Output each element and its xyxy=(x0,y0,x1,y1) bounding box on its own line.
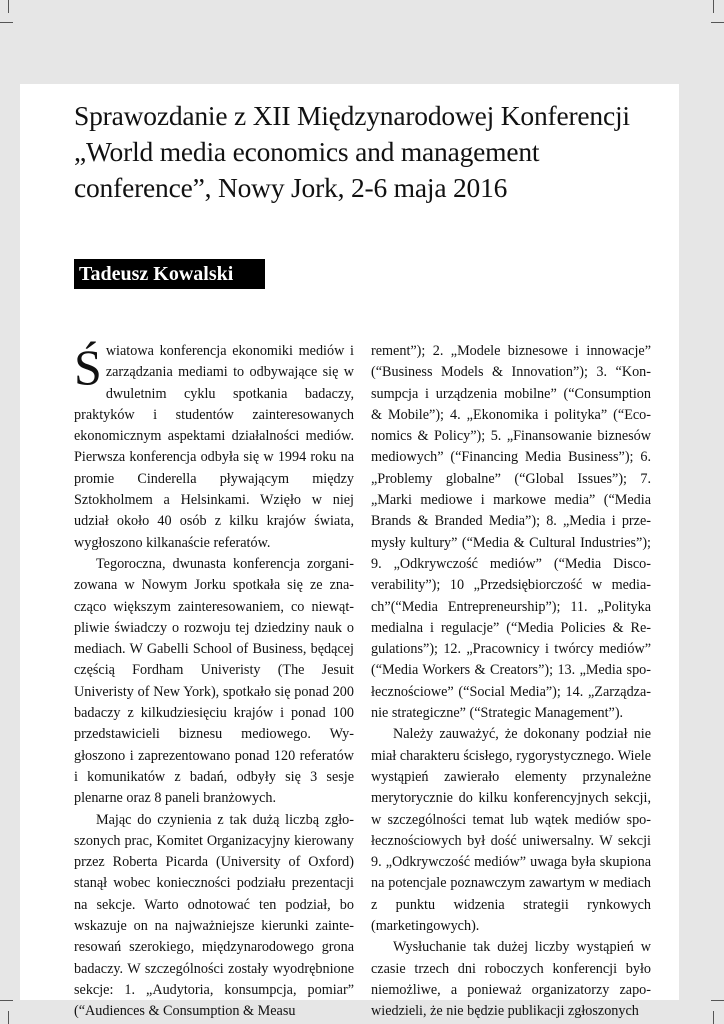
title-line-1: Sprawozdanie z XII Międzynarodowej Konferencji xyxy=(74,100,630,131)
paragraph-sections: Mając do czynienia z tak dużą liczbą zgłoszonych prac, Komitet Organizacyjny kierowany przez Roberta Picarda (University of Oxford) stanął wobec konieczności podziału prezentacji na sekcje. Warto odnotować ten podział, bo wskazuje on na najważniejsze kierunki zainteresowań szerokiego, międzynarodowego grona badaczy. W szczególności zostały wyodrębnione sekcje: 1. „Audytoria, konsumpcja, pomiar” (“Audiences & Consumption & Measu xyxy=(74,811,354,1020)
paragraph-intro xyxy=(74,341,354,554)
paragraph-intro-text: wiatowa konferencja ekonomiki mediów i zarządzania mediami to odbywające się w dwuletnim cyklu spotkania badaczy, praktyków i studentów zainteresowanych ekonomicznym aspektami działalności mediów. Pierwsza konferencja odbyła się w 1994 roku na promie Cinderella pływającym między Sztokholmem a Helsinkami. Wzięło w niej udział około 40 osób z kilku krajów świata, wygłoszono kilkanaście referatów. xyxy=(74,343,354,551)
paragraph-conference: Tegoroczna, dwunasta konferencja zorganizowana w Nowym Jorku spotkała się ze znacząco większym zainteresowaniem, co niewątpliwie świadczy o rozwoju tej dziedziny nauk o mediach. W Gabelli School of Business, będącej częścią Fordham Univeristy (The Jesuit Univeristy of New York), spotkało się ponad 200 badaczy z kilkudziesięciu krajów i ponad 100 przedstawicieli biznesu mediowego. Wygłoszono i zaprezentowano ponad 120 referatów i komunikatów z badań, odbyły się 3 sesje plenarne oraz 8 paneli branżowych. xyxy=(74,555,354,807)
paragraph-division-note: Należy zauważyć, że dokonany podział nie miał charakteru ścisłego, rygorystycznego. Wiele wystąpień zawierało elementy przynależne merytorycznie do kilku konferencyjnych sekcji, w szczególności temat lub wątek mediów społecznościowych był dość uniwersalny. W sekcji 9. „Odkrywczość mediów” uwaga była skupiona na potencjale poznawczym zawartym w mediach z punktu widzenia strategii rynkowych (marketingowych). xyxy=(371,726,651,935)
author-banner: Tadeusz Kowalski xyxy=(74,259,265,289)
paragraph-listening: Wysłuchanie tak dużej liczby wystąpień w czasie trzech dni roboczych konferencji było niemożliwe, a ponieważ organizatorzy zapowiedzieli, że nie będzie publikacji zgłoszonych xyxy=(371,939,651,1020)
title-line-2: „World media economics and management xyxy=(74,136,540,167)
crop-mark-top-right-h xyxy=(711,22,724,23)
crop-mark-bottom-left-h xyxy=(0,1000,13,1001)
title-line-3: conference”, Nowy Jork, 2-6 maja 2016 xyxy=(74,172,508,203)
drop-cap: Ś xyxy=(74,339,102,395)
crop-mark-top-right xyxy=(713,0,714,13)
article-title xyxy=(74,98,664,206)
text-column-right xyxy=(371,341,651,1023)
crop-mark-bottom-left xyxy=(8,1011,9,1024)
crop-mark-bottom-right xyxy=(713,1011,714,1024)
page-sheet xyxy=(20,84,679,1020)
text-column-left xyxy=(74,341,354,1023)
crop-mark-top-left-h xyxy=(0,22,13,23)
crop-mark-bottom-right-h xyxy=(711,1000,724,1001)
crop-mark-top-left xyxy=(8,0,9,13)
paragraph-section-list: rement”); 2. „Modele biznesowe i innowacje” (“Business Models & Innovation”); 3. “Konsumpcja i urządzenia mobilne” (“Consumption & Mobile”); 4. „Ekonomika i polityka” (“Economics & Policy”); 5. „Finansowanie biznesów mediowych” (“Financing Media Business”); 6. „Problemy globalne” (“Global Issues”); 7. „Marki mediowe i markowe media” (“Media Brands & Branded Media”); 8. „Media i przemysły kultury” (“Media & Cultural Industries”); 9. „Odkrywczość mediów” (“Media Discoverability”); 10 „Przedsiębiorczość w mediach”(“Media Entrepreneurship”); 11. „Polityka medialna i regulacje” (“Media Policies & Regulations”); 12. „Pracownicy i twórcy mediów” (“Media Workers & Creators”); 13. „Media społecznościowe” (“Social Media”); 14. „Zarządzanie strategiczne” (“Strategic Management”). xyxy=(371,343,651,722)
